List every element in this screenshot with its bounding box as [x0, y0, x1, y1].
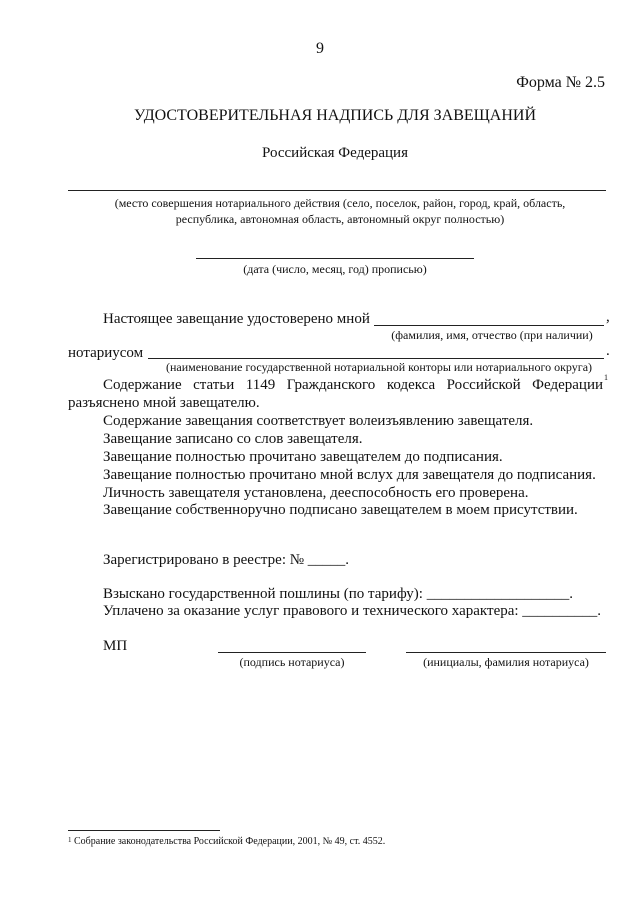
registry-text: Зарегистрировано в реестре: № _____.	[103, 552, 350, 568]
place-line	[68, 190, 606, 191]
office-caption: (наименование государственной нотариальной конторы или нотариального округа)	[165, 360, 593, 374]
page-number-text: 9	[316, 40, 324, 57]
document-title: УДОСТОВЕРИТЕЛЬНАЯ НАДПИСЬ ДЛЯ ЗАВЕЩАНИЙ	[133, 107, 537, 124]
statement-1: Содержание завещания соответствует волеизъявлению завещателя.	[103, 413, 534, 429]
footnote-separator	[68, 830, 220, 831]
footnote-text: Собрание законодательства Российской Федерации, 2001, № 49, ст. 4552.	[74, 836, 386, 847]
signature-caption: (подпись нотариуса)	[239, 655, 345, 669]
form-number: Форма № 2.5	[516, 74, 605, 91]
content-line1: Содержание статьи 1149 Гражданского кодекса Российской Федерации	[103, 377, 603, 393]
place-caption-line2: республика, автономная область, автономный округ полностью)	[175, 212, 505, 226]
notary-label: нотариусом	[68, 345, 144, 361]
footnote-mark: 1	[604, 373, 608, 382]
page-number	[0, 40, 640, 58]
content-line2: разъяснено мной завещателю.	[68, 395, 260, 411]
fio-caption: (фамилия, имя, отчество (при наличии)	[391, 328, 593, 342]
statement-4: Завещание полностью прочитано мной вслух для завещателя до подписания.	[103, 467, 596, 483]
fio-line	[374, 325, 604, 326]
signature-line	[218, 652, 366, 653]
initials-line	[406, 652, 606, 653]
certified-end: ,	[606, 309, 610, 325]
initials-caption: (инициалы, фамилия нотариуса)	[423, 655, 589, 669]
notary-end: .	[606, 343, 610, 359]
statement-3: Завещание полностью прочитано завещателем до подписания.	[103, 449, 503, 465]
services-text: Уплачено за оказание услуг правового и технического характера: __________.	[103, 603, 602, 619]
duty-text: Взыскано государственной пошлины (по тарифу): ___________________.	[103, 586, 573, 602]
office-line	[148, 358, 604, 359]
statement-2: Завещание записано со слов завещателя.	[103, 431, 363, 447]
certified-text: Настоящее завещание удостоверено мной	[103, 311, 370, 327]
statement-5: Личность завещателя установлена, дееспособность его проверена.	[103, 485, 529, 501]
date-line	[196, 258, 474, 259]
footnote	[68, 836, 385, 847]
place-caption-line1: (место совершения нотариального действия (село, поселок, район, город, край, область,	[114, 196, 566, 210]
date-caption: (дата (число, месяц, год) прописью)	[243, 262, 427, 276]
footnote-number: 1	[68, 836, 72, 844]
seal-label: МП	[103, 638, 128, 654]
country-name: Российская Федерация	[262, 145, 408, 161]
statement-6: Завещание собственноручно подписано завещателем в моем присутствии.	[103, 502, 578, 518]
